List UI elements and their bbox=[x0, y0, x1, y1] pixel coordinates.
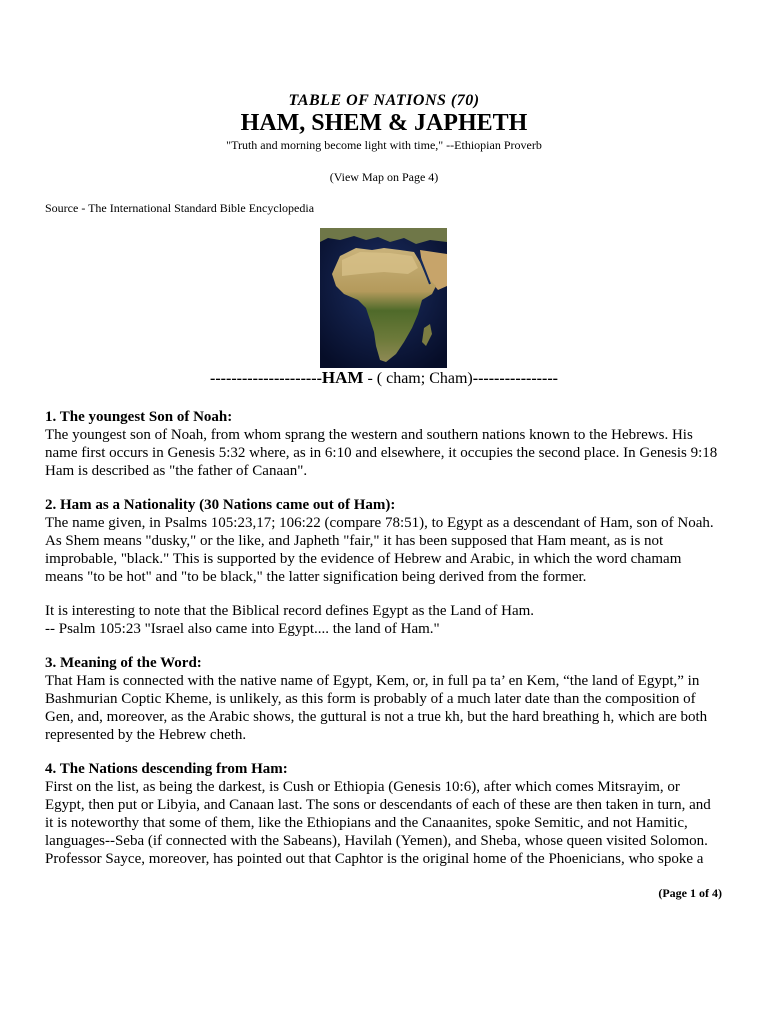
paragraph-line: Professor Sayce, moreover, has pointed out that Caphtor is the original home of the Phoenicians, who spoke a bbox=[45, 851, 704, 867]
paragraph-line: Bashmurian Coptic Kheme, is unlikely, as this form is probably of a much later date than the composition of bbox=[45, 691, 696, 707]
source-line: Source - The International Standard Bible Encyclopedia bbox=[45, 201, 315, 215]
paragraph-heading: 2. Ham as a Nationality (30 Nations came out of Ham): bbox=[45, 497, 396, 513]
document-subtitle: TABLE OF NATIONS (70) bbox=[288, 92, 480, 109]
paragraph-heading: 1. The youngest Son of Noah: bbox=[45, 409, 233, 425]
paragraph-heading: 3. Meaning of the Word: bbox=[45, 655, 202, 671]
paragraph-line: Ham is described as "the father of Canaan". bbox=[45, 463, 308, 479]
paragraph bbox=[45, 760, 735, 868]
paragraph-line: It is interesting to note that the Biblical record defines Egypt as the Land of Ham. bbox=[45, 603, 535, 619]
paragraph-line: First on the list, as being the darkest, is Cush or Ethiopia (Genesis 10:6), after which comes Mitsrayim, or bbox=[45, 779, 680, 795]
ham-transliteration: - ( cham; Cham) bbox=[363, 370, 473, 387]
paragraph-line: it is noteworthy that some of them, like the Ethiopians and the Canaanites, spoke Semitic, and not Hamitic, bbox=[45, 815, 688, 831]
view-map-note: (View Map on Page 4) bbox=[329, 170, 439, 184]
paragraph-line: -- Psalm 105:23 "Israel also came into Egypt.... the land of Ham." bbox=[45, 621, 440, 637]
document-title: HAM, SHEM & JAPHETH bbox=[240, 110, 528, 136]
paragraph-line: The name given, in Psalms 105:23,17; 106:22 (compare 78:51), to Egypt as a descendant of Ham, son of Noah. bbox=[45, 515, 714, 531]
paragraph bbox=[45, 496, 735, 586]
proverb-quote: "Truth and morning become light with time," --Ethiopian Proverb bbox=[226, 138, 542, 152]
ham-name: HAM bbox=[321, 368, 364, 387]
paragraph-line: The youngest son of Noah, from whom sprang the western and southern nations known to the Hebrews. His bbox=[45, 427, 693, 443]
paragraph-line: represented by the Hebrew cheth. bbox=[45, 727, 247, 743]
dashes-right: ---------------- bbox=[472, 370, 558, 387]
paragraph bbox=[45, 654, 735, 744]
paragraph-line: name first occurs in Genesis 5:32 where, as in 6:10 and elsewhere, it occupies the second place. In Genesis 9:18 bbox=[45, 445, 718, 461]
africa-map-icon bbox=[320, 228, 447, 368]
paragraph bbox=[45, 408, 735, 480]
paragraph-line: improbable, "black." This is supported by the evidence of Hebrew and Arabic, in which the word chamam bbox=[45, 551, 682, 567]
paragraph-heading: 4. The Nations descending from Ham: bbox=[45, 761, 288, 777]
africa-satellite-image bbox=[320, 228, 447, 368]
paragraph-line: Gen, and, moreover, as the Arabic shows, the guttural is not a true kh, but the hard breathing h, which are both bbox=[45, 709, 708, 725]
paragraph bbox=[45, 602, 735, 638]
paragraph-line: That Ham is connected with the native name of Egypt, Kem, or, in full pa ta’ en Kem, “the land of Egypt,” in bbox=[45, 673, 700, 689]
paragraph-line: means "to be hot" and "to be black," the latter signification being derived from the former. bbox=[45, 569, 587, 585]
ham-section-heading bbox=[0, 368, 768, 388]
document-body bbox=[45, 408, 735, 884]
paragraph-line: Egypt, then put or Libyia, and Canaan last. The sons or descendants of each of these are then taken in turn, and bbox=[45, 797, 711, 813]
dashes-left: --------------------- bbox=[210, 370, 322, 387]
paragraph-line: languages--Seba (if connected with the Sabeans), Havilah (Yemen), and Sheba, whose queen visited Solomon. bbox=[45, 833, 708, 849]
paragraph-line: As Shem means "dusky," or the like, and Japheth "fair," it has been supposed that Ham meant, as is not bbox=[45, 533, 664, 549]
page-number: (Page 1 of 4) bbox=[658, 886, 722, 900]
